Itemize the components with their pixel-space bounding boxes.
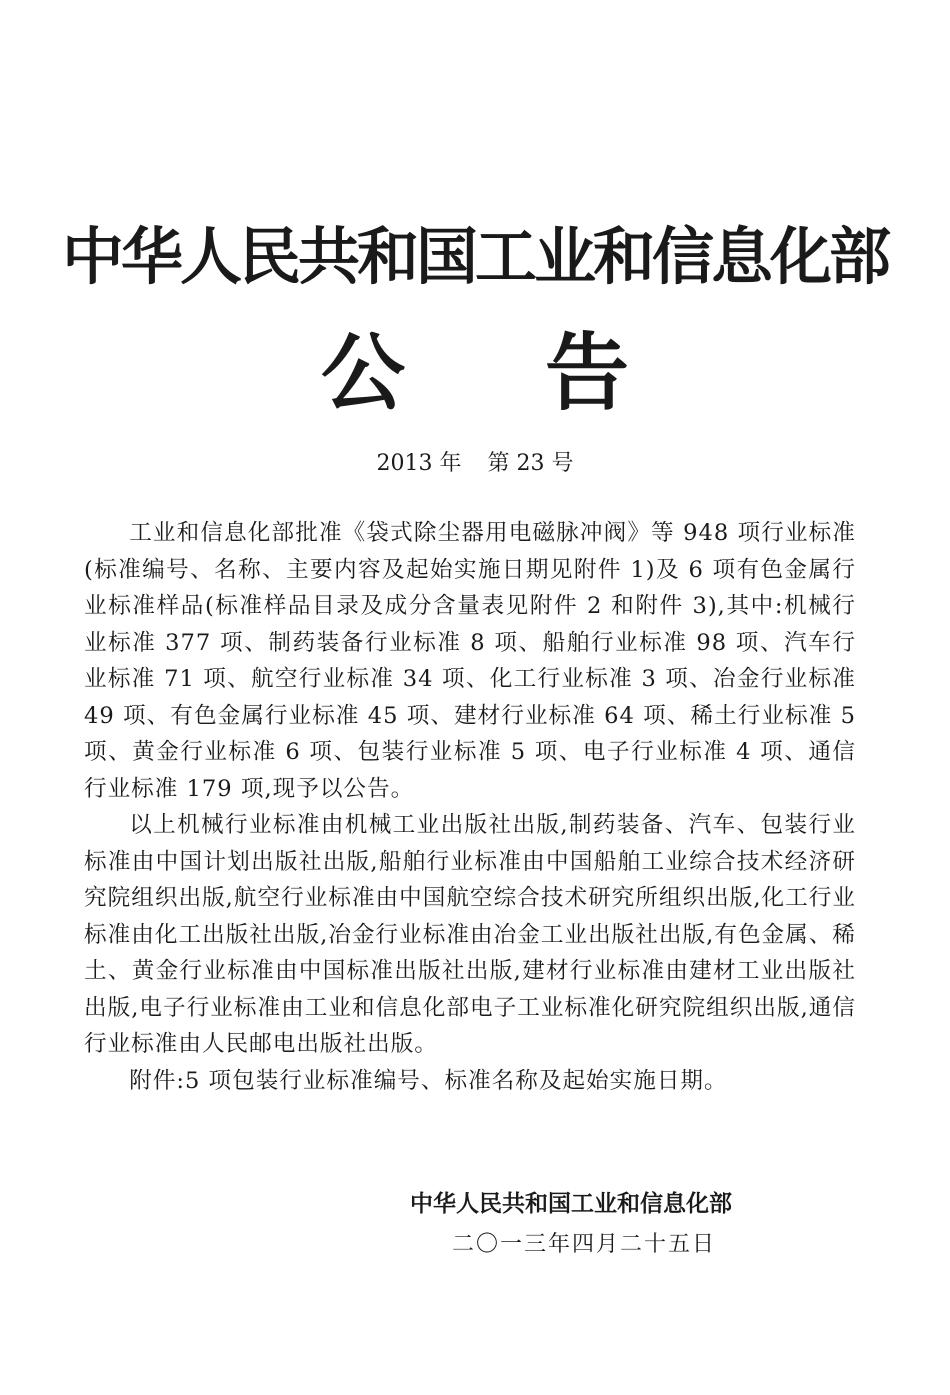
notice-heading (0, 324, 950, 422)
body-paragraph-attachment: 附件:5 项包装行业标准编号、标准名称及起始实施日期。 (129, 1067, 728, 1094)
issue-number: 第 23 号 (487, 451, 574, 476)
notice-char-gong: 公 (320, 324, 405, 422)
notice-body (84, 515, 856, 1099)
notice-char-gao: 告 (545, 324, 630, 422)
issuer-title: 中华人民共和国工业和信息化部 (61, 220, 888, 293)
signer-name: 中华人民共和国工业和信息化部 (410, 1191, 732, 1217)
issue-line (0, 449, 950, 479)
body-paragraph-publishers: 以上机械行业标准由机械工业出版社出版,制药装备、汽车、包装行业标准由中国计划出版社出版,船舶行业标准由中国船舶工业综合技术经济研究院组织出版,航空行业标准由中国航空综合技术研究所组织出版,化工行业标准由化工出版社出版,冶金行业标准由冶金工业出版社出版,有色金属、稀土、黄金行业标准由中国标准出版社出版,建材行业标准由建材工业出版社出版,电子行业标准由工业和信息化部电子工业标准化研究院组织出版,通信行业标准由人民邮电出版社出版。 (84, 812, 856, 1057)
issue-year: 2013 年 (376, 451, 462, 476)
body-paragraph-approval: 工业和信息化部批准《袋式除尘器用电磁脉冲阀》等 948 项行业标准(标准编号、名称、主要内容及起始实施日期见附件 1)及 6 项有色金属行业标准样品(标准样品目录及成分含量表见附件 2 和附件 3),其中:机械行业标准 377 项、制药装备行业标准 8 项、船舶行业标准 98 项、汽车行业标准 71 项、航空行业标准 34 项、化工行业标准 3 项、冶金行业标准 49 项、有色金属行业标准 45 项、建材行业标准 64 项、稀土行业标准 5 项、黄金行业标准 6 项、包装行业标准 5 项、电子行业标准 4 项、通信行业标准 179 项,现予以公告。 (84, 520, 856, 802)
signing-date: 二〇一三年四月二十五日 (452, 1232, 717, 1257)
